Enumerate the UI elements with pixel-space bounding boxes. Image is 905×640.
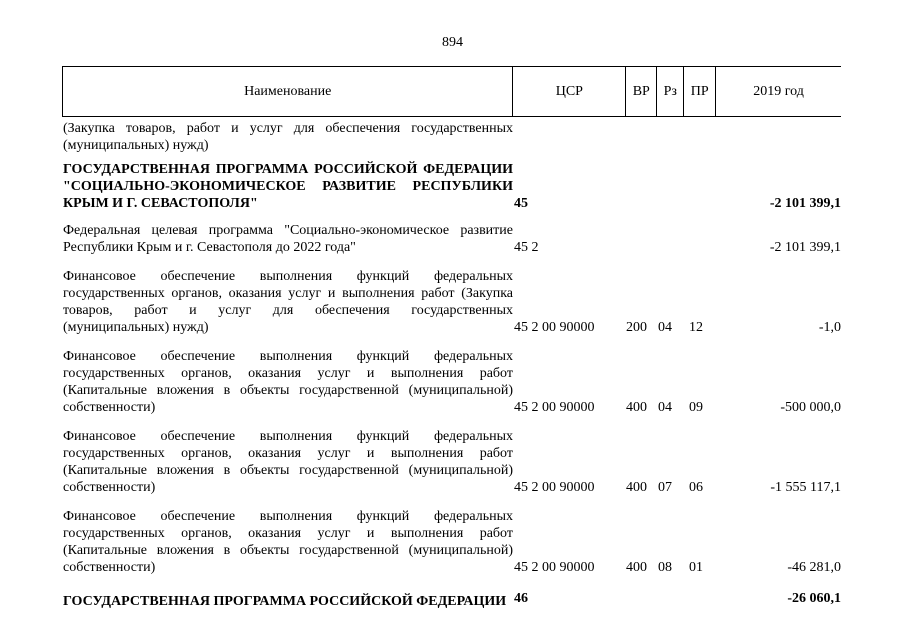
table-header — [62, 66, 841, 117]
row-amount: -46 281,0 — [787, 560, 841, 575]
row-rz: 08 — [658, 560, 672, 575]
row-csr: 45 2 00 90000 — [514, 480, 595, 495]
row-csr: 46 — [514, 591, 528, 606]
row-description: Финансовое обеспечение выполнения функций федеральных государственных органов, оказания услуг и выполнения работ (Капитальные вложения в объекты государственной (муниципальной) собственности) — [63, 429, 513, 495]
header-rz: Рз — [657, 67, 684, 116]
row-vr: 400 — [626, 480, 647, 495]
row-amount: -2 101 399,1 — [769, 196, 841, 211]
row-rz: 07 — [658, 480, 672, 495]
row-description: Финансовое обеспечение выполнения функций федеральных государственных органов, оказания услуг и выполнения работ (Закупка товаров, работ и услуг для обеспечения государственных (муниципальных) нужд) — [63, 269, 513, 335]
row-description: (Закупка товаров, работ и услуг для обеспечения государственных (муниципальных) нужд) — [63, 121, 513, 153]
header-pr: ПР — [684, 67, 716, 116]
row-description: Финансовое обеспечение выполнения функций федеральных государственных органов, оказания услуг и выполнения работ (Капитальные вложения в объекты государственной (муниципальной) собственности) — [63, 349, 513, 415]
row-description: ГОСУДАРСТВЕННАЯ ПРОГРАММА РОССИЙСКОЙ ФЕДЕРАЦИИ — [63, 594, 507, 609]
row-rz: 04 — [658, 320, 672, 335]
row-amount: -1 555 117,1 — [770, 480, 841, 495]
row-description: Федеральная целевая программа "Социально-экономическое развитие Республики Крым и г. Севастополя до 2022 года" — [63, 223, 513, 255]
row-csr: 45 2 — [514, 240, 539, 255]
header-vr: ВР — [626, 67, 657, 116]
row-csr: 45 — [514, 196, 528, 211]
header-csr: ЦСР — [513, 67, 626, 116]
row-description: Финансовое обеспечение выполнения функций федеральных государственных органов, оказания услуг и выполнения работ (Капитальные вложения в объекты государственной (муниципальной) собственности) — [63, 509, 513, 575]
header-year: 2019 год — [753, 83, 804, 99]
row-vr: 400 — [626, 560, 647, 575]
row-amount: -26 060,1 — [787, 591, 841, 606]
row-amount: -500 000,0 — [780, 400, 841, 415]
header-name: Наименование — [63, 67, 513, 116]
row-rz: 04 — [658, 400, 672, 415]
row-description: ГОСУДАРСТВЕННАЯ ПРОГРАММА РОССИЙСКОЙ ФЕДЕРАЦИИ "СОЦИАЛЬНО-ЭКОНОМИЧЕСКОЕ РАЗВИТИЕ РЕСПУБЛИКИ КРЫМ И Г. СЕВАСТОПОЛЯ" — [63, 162, 513, 211]
row-csr: 45 2 00 90000 — [514, 400, 595, 415]
row-pr: 12 — [689, 320, 703, 335]
page-number: 894 — [442, 35, 463, 50]
row-pr: 09 — [689, 400, 703, 415]
row-amount: -2 101 399,1 — [769, 240, 841, 255]
row-vr: 200 — [626, 320, 647, 335]
row-csr: 45 2 00 90000 — [514, 320, 595, 335]
row-pr: 01 — [689, 560, 703, 575]
row-vr: 400 — [626, 400, 647, 415]
row-csr: 45 2 00 90000 — [514, 560, 595, 575]
row-amount: -1,0 — [818, 320, 841, 335]
row-pr: 06 — [689, 480, 703, 495]
